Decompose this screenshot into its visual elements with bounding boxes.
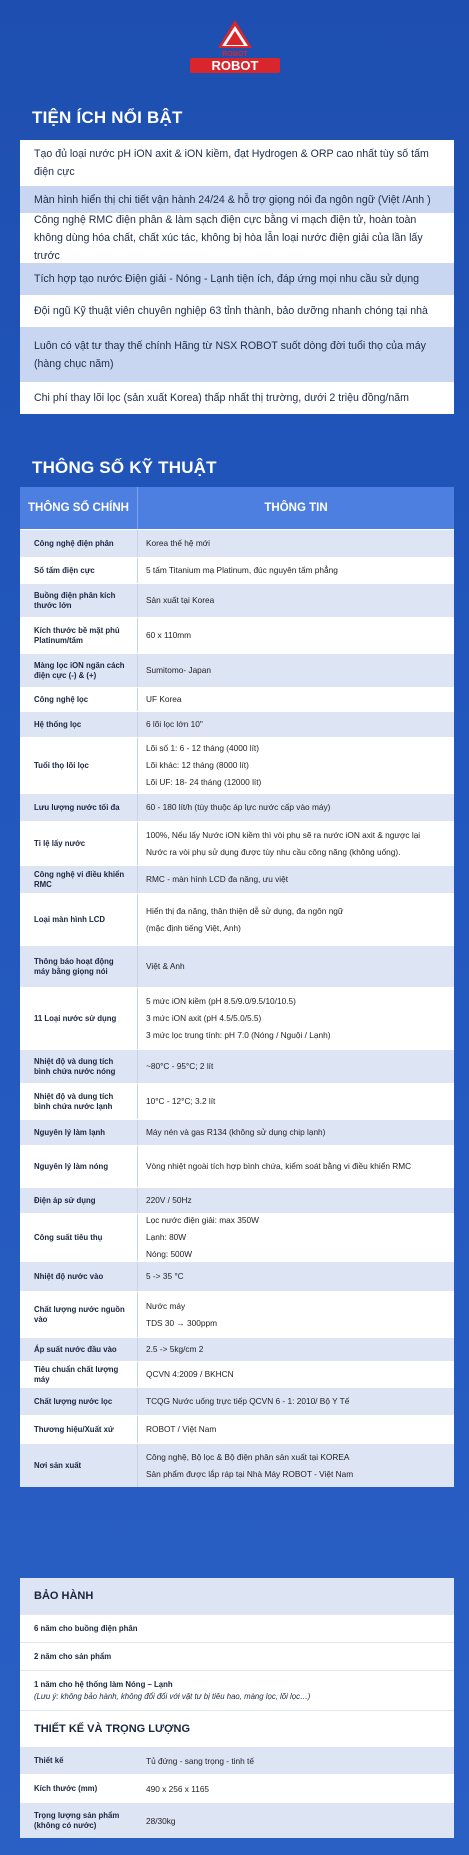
spec-value [138, 1416, 454, 1443]
spec-row [20, 653, 454, 687]
design-key: Kích thước (mm) [34, 1783, 98, 1793]
spec-key: Công nghệ điện phân [20, 530, 138, 557]
spec-value-line: (mặc định tiếng Việt, Anh) [146, 922, 241, 933]
spec-key: Kích thước bề mặt phủ Platinum/tấm [20, 618, 138, 653]
spec-row [20, 557, 454, 583]
spec-row [20, 893, 454, 945]
spec-value-line: UF Korea [146, 694, 182, 704]
spec-value [138, 794, 454, 821]
spec-value [138, 946, 454, 987]
spec-value [138, 1084, 454, 1119]
spec-row [20, 821, 454, 865]
spec-value [138, 558, 454, 583]
spec-value-line: TDS 30 → 300ppm [146, 1317, 218, 1328]
warranty-title: BẢO HÀNH [20, 1578, 454, 1614]
spec-value [138, 688, 454, 711]
spec-value-line: Sumitomo- Japan [146, 665, 212, 675]
spec-value-line: 5 tấm Titanium mạ Platinum, đúc nguyên tấm phẳng [146, 565, 338, 575]
spec-value [138, 738, 454, 793]
spec-row [20, 1415, 454, 1443]
spec-key: Lưu lượng nước tối đa [20, 794, 138, 821]
spec-value-line: 3 mức lọc trung tính: pH 7.0 (Nóng / Nguội / Lạnh) [146, 1030, 331, 1040]
spec-row [20, 1083, 454, 1119]
spec-row [20, 1361, 454, 1387]
spec-row [20, 793, 454, 821]
spec-key: Thương hiệu/Xuất xứ [20, 1416, 138, 1443]
spec-value-line: Korea thế hệ mới [146, 538, 211, 548]
col-header-value: THÔNG TIN [264, 502, 328, 514]
design-value: 28/30kg [146, 1815, 176, 1826]
spec-value-line: RMC - màn hình LCD đa năng, ưu việt [146, 874, 289, 884]
spec-value [138, 584, 454, 617]
spec-row [20, 687, 454, 711]
spec-row [20, 1261, 454, 1291]
spec-key: Loại màn hình LCD [20, 894, 138, 945]
spec-key: Nguyên lý làm lạnh [20, 1120, 138, 1145]
spec-value-line: Nóng: 500W [146, 1249, 193, 1259]
spec-row [20, 865, 454, 893]
spec-key: Hệ thống lọc [20, 712, 138, 737]
spec-key: Chất lượng nước lọc [20, 1388, 138, 1415]
spec-value [138, 618, 454, 653]
spec-value-line: Lõi UF: 18- 24 tháng (12000 lít) [146, 777, 262, 787]
spec-value-line: 5 -> 35 °C [146, 1271, 184, 1281]
spec-key: Nhiệt độ nước vào [20, 1262, 138, 1291]
design-row [20, 1746, 454, 1774]
spec-value [138, 1262, 454, 1291]
specs-table-header [20, 487, 454, 529]
spec-value-line: ~80°C - 95°C; 2 lít [146, 1061, 214, 1071]
spec-value-line: Lọc nước điện giải: max 350W [146, 1215, 259, 1225]
spec-key: Công nghệ vi điều khiển RMC [20, 866, 138, 893]
spec-value [138, 822, 454, 865]
design-row [20, 1774, 454, 1802]
feature-item: Màn hình hiển thị chi tiết vận hành 24/24 & hỗ trợ giọng nói đa ngôn ngữ (Việt /Anh ) [20, 186, 454, 213]
specs-title: THÔNG SỐ KỸ THUẬT [32, 458, 217, 477]
spec-value-line: 3 mức iON axit (pH 4.5/5.0/5.5) [146, 1013, 262, 1023]
spec-key: Nguyên lý làm nóng [20, 1146, 138, 1187]
spec-value-line: Công nghệ, Bộ lọc & Bộ điện phân sản xuất tại KOREA [146, 1451, 350, 1462]
spec-value [138, 894, 454, 945]
feature-item: Đội ngũ Kỹ thuật viên chuyên nghiệp 63 tỉnh thành, bảo dưỡng nhanh chóng tại nhà [20, 295, 454, 327]
warranty-item-text: 2 năm cho sản phẩm [34, 1652, 112, 1661]
spec-value-line: 5 mức iON kiềm (pH 8.5/9.0/9.5/10/10.5) [146, 996, 296, 1006]
warranty-item-note: (Lưu ý: không bảo hành, không đổi đối với vật tư bị tiêu hao, màng lọc, lõi lọc…) [34, 1691, 311, 1701]
spec-value-line: Vòng nhiệt ngoài tích hợp bình chứa, kiểm soát bằng vi điều khiển RMC [146, 1161, 412, 1171]
spec-value-line: Lõi khác: 12 tháng (8000 lít) [146, 760, 249, 770]
spec-row [20, 583, 454, 617]
specs-table [20, 487, 454, 1487]
features-title: TIỆN ÍCH NỔI BẬT [32, 108, 183, 127]
spec-value [138, 1362, 454, 1387]
spec-row [20, 1291, 454, 1337]
spec-row [20, 711, 454, 737]
spec-value [138, 1120, 454, 1145]
feature-item: Tích hợp tạo nước Điện giải - Nóng - Lạnh tiện ích, đáp ứng mọi nhu cầu sử dụng [20, 263, 454, 295]
spec-value-line: Nước máy [146, 1300, 186, 1311]
spec-key: Công suất tiêu thụ [20, 1214, 138, 1261]
spec-value [138, 1146, 454, 1187]
warranty-item [20, 1642, 454, 1670]
spec-key: Áp suất nước đầu vào [20, 1338, 138, 1361]
spec-value [138, 530, 454, 557]
spec-value-line: Sản phẩm được lắp ráp tại Nhà Máy ROBOT - Việt Nam [146, 1468, 354, 1479]
spec-row [20, 1187, 454, 1213]
spec-value-line: QCVN 4:2009 / BKHCN [146, 1369, 234, 1379]
spec-key: Tuổi thọ lõi lọc [20, 738, 138, 793]
spec-row [20, 1119, 454, 1145]
spec-value-line: Việt & Anh [146, 961, 185, 971]
spec-row [20, 1443, 454, 1487]
design-key: Trọng lượng sản phẩm (không có nước) [34, 1810, 120, 1830]
spec-value-line: 60 - 180 lít/h (tùy thuộc áp lực nước cấp vào máy) [146, 802, 331, 812]
spec-row [20, 1337, 454, 1361]
svg-text:ROBOT: ROBOT [221, 51, 248, 58]
spec-key: Công nghệ lọc [20, 688, 138, 711]
features-list [20, 140, 454, 414]
spec-key: Màng lọc iON ngăn cách điện cực (-) & (+) [20, 654, 138, 687]
spec-key: Tỉ lệ lấy nước [20, 822, 138, 865]
spec-value-line: TCQG Nước uống trực tiếp QCVN 6 - 1: 2010/ Bộ Y Tế [146, 1396, 350, 1406]
warranty-item [20, 1614, 454, 1642]
feature-item: Luôn có vật tư thay thế chính Hãng từ NSX ROBOT suốt dòng đời tuổi thọ của máy (hàng chục năm) [20, 327, 454, 382]
spec-row [20, 1213, 454, 1261]
spec-key: Nhiệt độ và dung tích bình chứa nước lạnh [20, 1084, 138, 1119]
warranty-item-text: 6 năm cho buồng điện phân [34, 1624, 138, 1633]
spec-value [138, 712, 454, 737]
spec-value [138, 988, 454, 1049]
spec-key: Buồng điện phân kích thước lớn [20, 584, 138, 617]
feature-item: Công nghệ RMC điện phân & làm sạch điện cực bằng vi mạch điện tử, hoàn toàn không dùng hóa chất, chất xúc tác, không bị hòa lẫn loại nước điện giải của lần lấy trước [20, 213, 454, 263]
spec-value-line: Nước ra vòi phụ sử dụng được tùy nhu cầu công năng (không uống). [146, 846, 401, 857]
design-key: Thiết kế [34, 1755, 64, 1765]
spec-value-line: 10°C - 12°C; 3.2 lít [146, 1096, 216, 1106]
col-header-key: THÔNG SỐ CHÍNH [20, 487, 138, 529]
spec-value [138, 1444, 454, 1487]
spec-value-line: Hiển thị đa năng, thân thiện dễ sử dụng, đa ngôn ngữ [146, 905, 344, 916]
spec-value-line: Lõi số 1: 6 - 12 tháng (4000 lít) [146, 743, 260, 753]
spec-value-line: Máy nén và gas R134 (không sử dụng chip lạnh) [146, 1127, 326, 1137]
warranty-box [20, 1578, 454, 1838]
spec-key: 11 Loại nước sử dụng [20, 988, 138, 1049]
spec-row [20, 529, 454, 557]
spec-value-line: Sản xuất tại Korea [146, 595, 215, 605]
spec-value [138, 1292, 454, 1337]
spec-value [138, 1050, 454, 1083]
spec-value [138, 1388, 454, 1415]
brand-logo [0, 18, 469, 74]
spec-row [20, 1049, 454, 1083]
spec-key: Điện áp sử dụng [20, 1188, 138, 1213]
spec-key: Nơi sản xuất [20, 1444, 138, 1487]
warranty-item [20, 1670, 454, 1710]
spec-value [138, 1188, 454, 1213]
design-value: Tủ đứng - sang trọng - tinh tế [146, 1755, 254, 1766]
spec-row [20, 987, 454, 1049]
spec-key: Chất lượng nước nguồn vào [20, 1292, 138, 1337]
feature-item: Chi phí thay lõi lọc (sản xuất Korea) thấp nhất thị trường, dưới 2 triệu đồng/năm [20, 382, 454, 414]
spec-key: Số tấm điện cực [20, 558, 138, 583]
spec-row [20, 945, 454, 987]
feature-item: Tạo đủ loại nước pH iON axit & iON kiềm, đạt Hydrogen & ORP cao nhất tùy số tấm điện cực [20, 140, 454, 186]
spec-value [138, 1214, 454, 1261]
spec-value-line: ROBOT / Việt Nam [146, 1424, 217, 1434]
spec-value-line: 2.5 -> 5kg/cm 2 [146, 1344, 204, 1354]
spec-value [138, 1338, 454, 1361]
spec-row [20, 617, 454, 653]
spec-row [20, 737, 454, 793]
warranty-item-text: 1 năm cho hệ thống làm Nóng – Lạnh [34, 1679, 173, 1689]
spec-value [138, 866, 454, 893]
logo-text: ROBOT [211, 58, 258, 73]
spec-value-line: Lạnh: 80W [146, 1232, 187, 1242]
spec-value-line: 60 x 110mm [146, 630, 192, 640]
spec-value-line: 100%, Nếu lấy Nước iON kiềm thì vòi phụ sẽ ra nước iON axit & ngược lại [146, 829, 421, 840]
spec-key: Thông báo hoạt động máy bằng giọng nói [20, 946, 138, 987]
design-value: 490 x 256 x 1165 [146, 1783, 210, 1794]
design-row [20, 1802, 454, 1838]
spec-row [20, 1387, 454, 1415]
spec-key: Tiêu chuẩn chất lượng máy [20, 1362, 138, 1387]
spec-row [20, 1145, 454, 1187]
spec-value [138, 654, 454, 687]
spec-key: Nhiệt độ và dung tích bình chứa nước nóng [20, 1050, 138, 1083]
design-title: THIẾT KẾ VÀ TRỌNG LƯỢNG [20, 1710, 454, 1746]
spec-value-line: 6 lõi lọc lớn 10" [146, 719, 203, 729]
spec-value-line: 220V / 50Hz [146, 1195, 192, 1205]
